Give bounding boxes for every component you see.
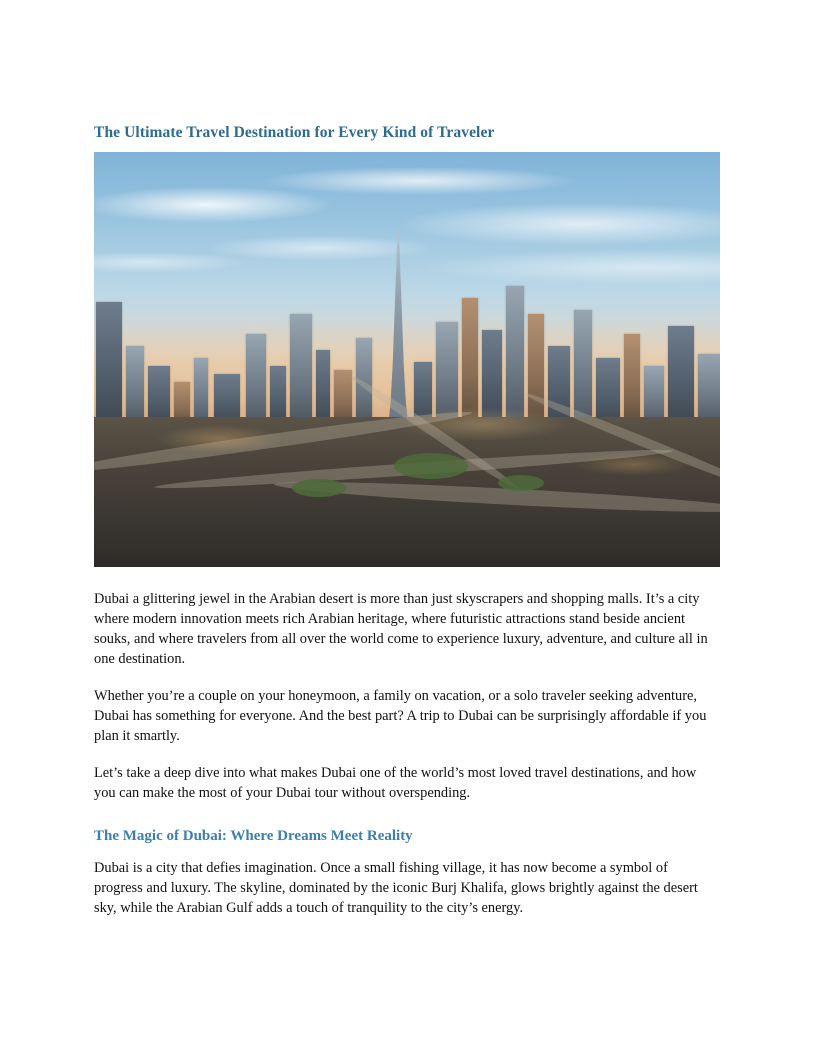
section-heading-magic-of-dubai: The Magic of Dubai: Where Dreams Meet Reality [94,827,413,844]
page-title: The Ultimate Travel Destination for Every Kind of Traveler [94,124,495,141]
document-content [94,124,720,918]
hero-image-dubai-skyline [94,152,720,567]
intro-paragraph-3: Let’s take a deep dive into what makes Dubai one of the world’s most loved travel destinations, and how you can make the most of your Dubai tour without overspending. [94,764,697,801]
intro-paragraph-2: Whether you’re a couple on your honeymoon, a family on vacation, or a solo traveler seeking adventure, Dubai has something for everyone. And the best part? A trip to Dubai can be surprisingly affordable if you plan it smartly. [94,687,707,744]
section-paragraph-1: Dubai is a city that defies imagination. Once a small fishing village, it has now become a symbol of progress and luxury. The skyline, dominated by the iconic Burj Khalifa, glows brightly against the desert sky, while the Arabian Gulf adds a touch of tranquility to the city’s energy. [94,859,698,916]
intro-paragraph-1: Dubai a glittering jewel in the Arabian desert is more than just skyscrapers and shopping malls. It’s a city where modern innovation meets rich Arabian heritage, where futuristic attractions stand beside ancient souks, and where travelers from all over the world come to experience luxury, adventure, and culture all in one destination. [94,590,708,667]
city-lights-glow [94,384,720,567]
